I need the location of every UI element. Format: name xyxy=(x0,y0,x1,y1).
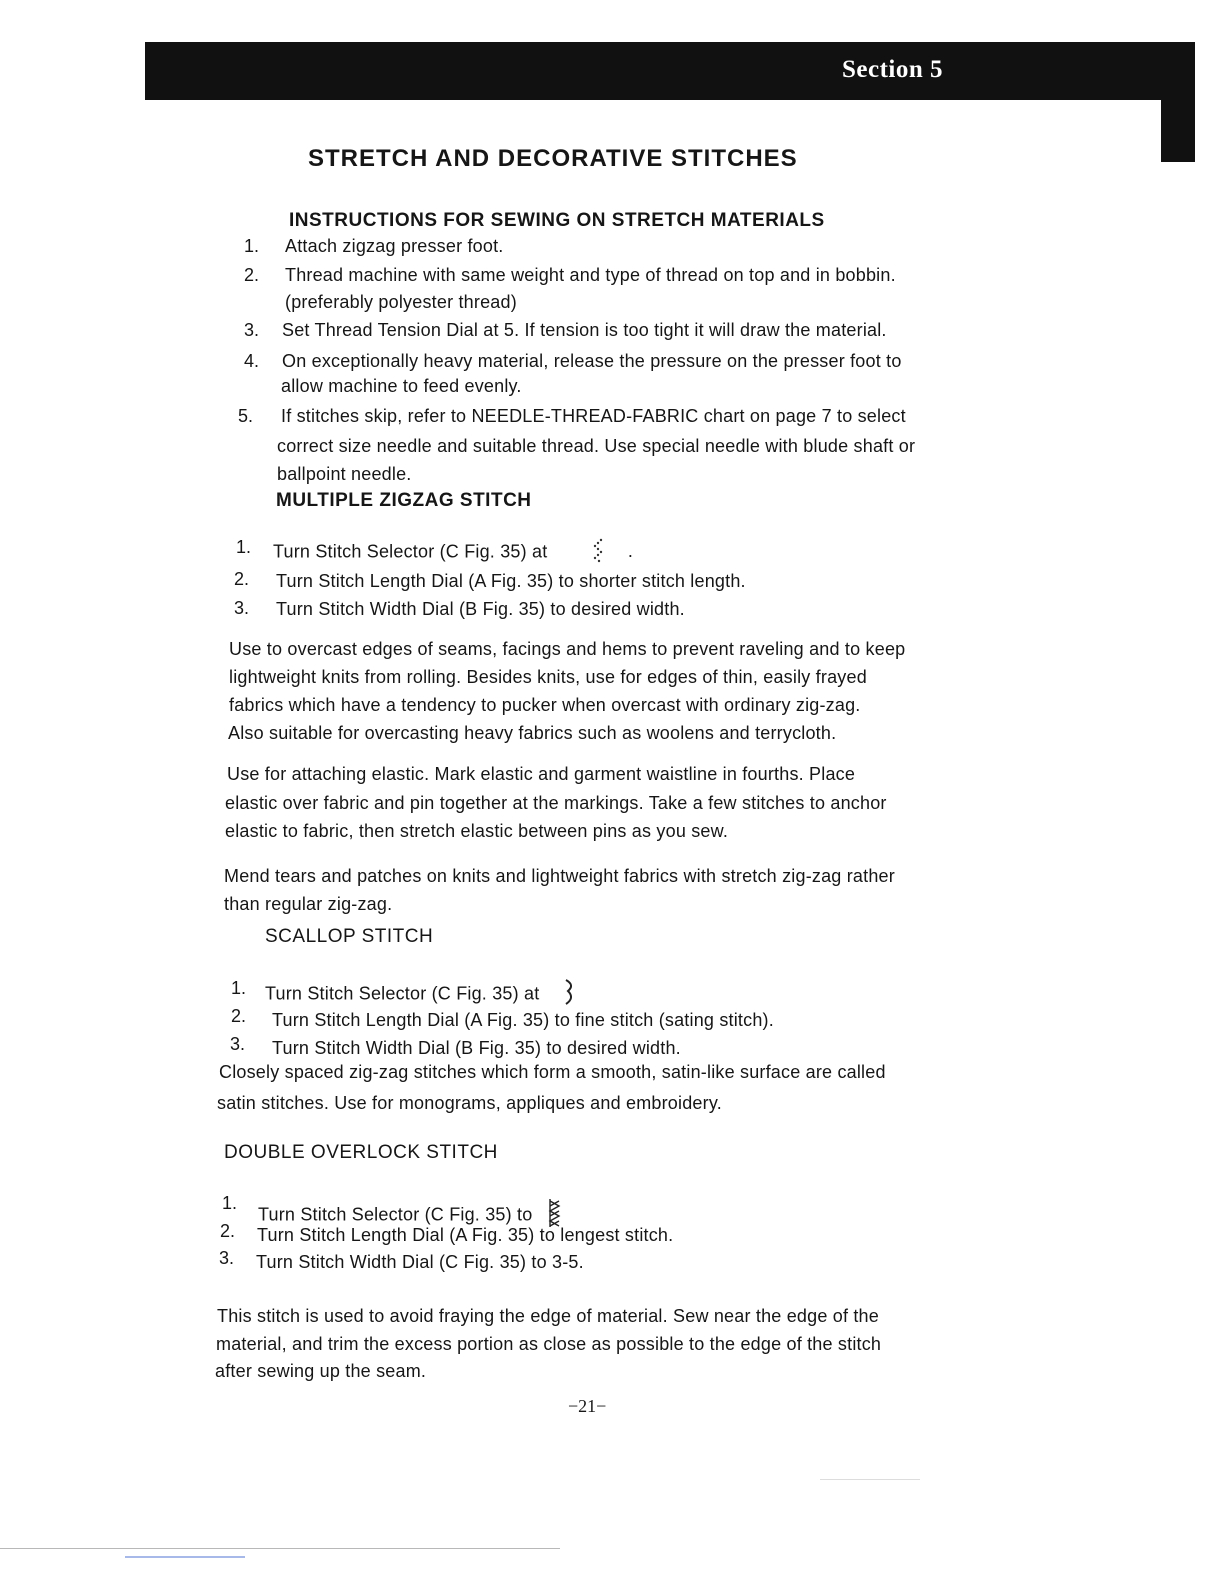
scallop-heading: SCALLOP STITCH xyxy=(265,926,434,947)
stretch-item-line: ballpoint needle. xyxy=(277,464,412,484)
scan-rule xyxy=(125,1556,245,1558)
scallop-step-num: 3. xyxy=(230,1034,246,1054)
zigzag-step-num: 1. xyxy=(236,537,252,557)
stretch-item-line: Set Thread Tension Dial at 5. If tension is too tight it will draw the material. xyxy=(282,320,887,340)
zigzag-paragraph-line: than regular zig-zag. xyxy=(224,894,393,914)
zigzag-step-line: Turn Stitch Width Dial (B Fig. 35) to desired width. xyxy=(276,599,685,619)
scallop-step-num: 1. xyxy=(231,978,247,998)
zigzag-paragraph-line: lightweight knits from rolling. Besides knits, use for edges of thin, easily frayed xyxy=(229,667,867,687)
stretch-item-line: On exceptionally heavy material, release the pressure on the presser foot to xyxy=(282,351,902,371)
scallop-step-num: 2. xyxy=(231,1006,247,1026)
stretch-item-num: 3. xyxy=(244,320,260,340)
section-header-bar xyxy=(145,42,1195,100)
page-title: STRETCH AND DECORATIVE STITCHES xyxy=(308,145,798,172)
zigzag-paragraph-line: fabrics which have a tendency to pucker when overcast with ordinary zig-zag. xyxy=(229,695,861,715)
stretch-item-line: (preferably polyester thread) xyxy=(285,292,517,312)
stretch-item-num: 1. xyxy=(244,236,260,256)
overlock-paragraph-line: material, and trim the excess portion as close as possible to the edge of the stitch xyxy=(216,1334,882,1354)
multiple-zigzag-stitch-icon xyxy=(589,537,609,568)
zigzag-paragraph-line: Use for attaching elastic. Mark elastic and garment waistline in fourths. Place xyxy=(227,764,856,784)
zigzag-step-suffix: . xyxy=(627,541,634,562)
zigzag-paragraph-line: elastic over fabric and pin together at the markings. Take a few stitches to anchor xyxy=(225,793,887,813)
scallop-step-line: Turn Stitch Length Dial (A Fig. 35) to fine stitch (sating stitch). xyxy=(272,1010,774,1030)
stretch-item-num: 5. xyxy=(238,406,254,426)
zigzag-paragraph-line: Mend tears and patches on knits and lightweight fabrics with stretch zig-zag rather xyxy=(224,866,895,886)
scallop-step-line xyxy=(265,978,577,1011)
stretch-item-line: If stitches skip, refer to NEEDLE-THREAD-FABRIC chart on page 7 to select xyxy=(281,406,906,426)
zigzag-step-text: Turn Stitch Selector (C Fig. 35) at xyxy=(273,541,548,562)
stretch-item-num: 2. xyxy=(244,265,260,285)
scallop-step-text: Turn Stitch Selector (C Fig. 35) at xyxy=(265,983,540,1004)
stretch-heading: INSTRUCTIONS FOR SEWING ON STRETCH MATERIALS xyxy=(289,210,825,231)
scallop-step-line: Turn Stitch Width Dial (B Fig. 35) to desired width. xyxy=(272,1038,681,1058)
stretch-item-line: Thread machine with same weight and type of thread on top and in bobbin. xyxy=(285,265,896,285)
zigzag-paragraph-line: Also suitable for overcasting heavy fabrics such as woolens and terrycloth. xyxy=(228,723,837,743)
scan-rule xyxy=(0,1548,560,1549)
zigzag-step-line: Turn Stitch Length Dial (A Fig. 35) to shorter stitch length. xyxy=(276,571,746,591)
scallop-stitch-icon xyxy=(563,978,577,1011)
stretch-item-line: Attach zigzag presser foot. xyxy=(285,236,504,256)
overlock-paragraph-line: This stitch is used to avoid fraying the edge of material. Sew near the edge of the xyxy=(217,1306,879,1326)
scan-rule xyxy=(820,1479,920,1480)
overlock-step-text: Turn Stitch Selector (C Fig. 35) to xyxy=(258,1204,533,1225)
overlock-step-num: 3. xyxy=(219,1248,235,1268)
stretch-item-line: allow machine to feed evenly. xyxy=(281,376,522,396)
overlock-step-line: Turn Stitch Width Dial (C Fig. 35) to 3-5. xyxy=(256,1252,584,1272)
section-label: Section 5 xyxy=(841,56,943,83)
header-tab xyxy=(1161,58,1195,162)
overlock-paragraph-line: after sewing up the seam. xyxy=(215,1361,427,1381)
page-number: −21− xyxy=(568,1396,607,1416)
overlock-step-num: 1. xyxy=(222,1193,238,1213)
overlock-step-num: 2. xyxy=(220,1221,236,1241)
zigzag-step-num: 3. xyxy=(234,598,250,618)
scallop-paragraph-line: satin stitches. Use for monograms, appliques and embroidery. xyxy=(217,1093,722,1113)
zigzag-paragraph-line: Use to overcast edges of seams, facings and hems to prevent raveling and to keep xyxy=(229,639,906,659)
scallop-paragraph-line: Closely spaced zig-zag stitches which form a smooth, satin-like surface are called xyxy=(219,1062,886,1082)
zigzag-paragraph-line: elastic to fabric, then stretch elastic between pins as you sew. xyxy=(225,821,729,841)
zigzag-step-num: 2. xyxy=(234,569,250,589)
double-overlock-heading: DOUBLE OVERLOCK STITCH xyxy=(224,1142,498,1163)
overlock-step-line: Turn Stitch Length Dial (A Fig. 35) to lengest stitch. xyxy=(257,1225,674,1245)
zigzag-step-line xyxy=(273,537,633,568)
multiple-zigzag-heading: MULTIPLE ZIGZAG STITCH xyxy=(276,490,532,511)
stretch-item-num: 4. xyxy=(244,351,260,371)
stretch-item-line: correct size needle and suitable thread. Use special needle with blude shaft or xyxy=(277,436,916,456)
